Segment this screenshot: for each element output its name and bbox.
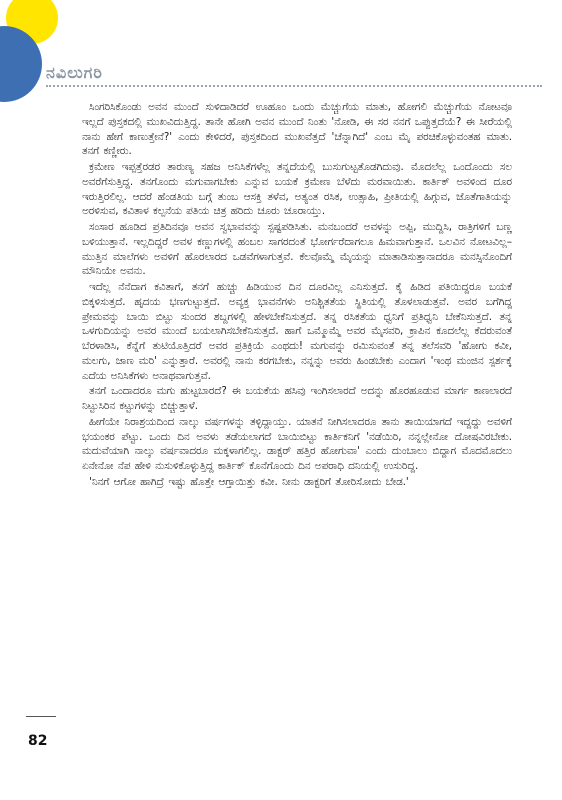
paragraph: 'ನಿನಗೆ ಆಗೋ ಹಾಗಿದ್ರೆ ಇಷ್ಟು ಹೊತ್ತೇ ಆಗ್ತಾಯಿತ್ತು ಕವೀ. ನೀನು ಡಾಕ್ಟರಿಗೆ ತೋರಿಸೋದು ಬೇಡ.' [89, 475, 409, 488]
page-number-rule [26, 716, 56, 717]
body-text [82, 100, 512, 491]
paragraph: ಹೀಗೆಯೇ ನಿರಾಶ್ರಯದಿಂದ ನಾಲ್ಕು ವರ್ಷಗಳನ್ನು ತಳ್ಳಿದ್ದಾಯ್ತು. ಯಾತನೆ ನೀಗಿಸಲಾದರೂ ತಾನು ತಾಯಿಯಾಗದೆ ಇದ್ದದ್ದು ಅವಳಿಗೆ ಭಯಂಕರ ಪೆಟ್ಟು. ಒಂದು ದಿನ ಅವಳು ತಡೆಯಲಾಗದೆ ಬಾಯಿಬಿಟ್ಟು ಕಾರ್ತಿಕನಿಗೆ 'ನಡೆಯಿರಿ, ನನ್ನಲ್ಲೇನೋ ದೋಷವಿರಬೇಕು. ಮದುವೆಯಾಗಿ ನಾಲ್ಕು ವರ್ಷವಾದರೂ ಮಕ್ಕಳಾಗಲಿಲ್ಲ. ಡಾಕ್ಟರ್ ಹತ್ತಿರ ಹೋಗುವಾ' ಎಂದು ದುಂಬಾಲು ಬಿದ್ದಾಗ ಮೊದಮೊದಲು ಏನೇನೋ ನೆಪ ಹೇಳಿ ನುಸುಳಿಕೊಳ್ಳುತ್ತಿದ್ದ ಕಾರ್ತಿಕ್ ಕೊನೆಗೊಂದು ದಿನ ಅಪರಾಧಿ ದನಿಯಲ್ಲಿ ಉಸುರಿದ್ದ. [82, 415, 512, 472]
paragraph: ಇದೆಲ್ಲ ನೆನೆದಾಗ ಕವಿತಾಗೆ, ತನಗೆ ಹುಚ್ಚು ಹಿಡಿಯುವ ದಿನ ದೂರವಿಲ್ಲ ಎನಿಸುತ್ತದೆ. ಕೈ ಹಿಡಿದ ಪತಿಯಿದ್ದರೂ ಬಯಕೆ ಬಿಕ್ಕಳಿಸುತ್ತದೆ. ಹೃದಯ ಭಣಗುಟ್ಟುತ್ತದೆ. ಅವ್ಯಕ್ತ ಭಾವನೆಗಳು ಅನಿಶ್ಚಿತತೆಯ ಸ್ಥಿತಿಯಲ್ಲಿ ತೊಳಲಾಡುತ್ತವೆ. ಅವರ ಬಗೆಗಿದ್ದ ಪ್ರೇಮವನ್ನು ಬಾಯಿ ಬಿಟ್ಟು ಸುಂದರ ಶಬ್ದಗಳಲ್ಲಿ ಹೇಳಬೇಕೆನಿಸುತ್ತದೆ. ತನ್ನ ರಸಿಕತೆಯ ಧ್ವನಿಗೆ ಪ್ರತಿಧ್ವನಿ ಬೇಕೆನಿಸುತ್ತದೆ. ತನ್ನ ಒಳಗುದಿಯನ್ನು ಅವರ ಮುಂದೆ ಬಯಲಾಗಿಸಬೇಕೆನಿಸುತ್ತದೆ. ಹಾಗೆ ಒಮ್ಮೊಮ್ಮೆ ಅವರ ಮೈಸವರಿ, ಕ್ರಾಪಿನ ಕೂದಲೆಲ್ಲ ಕೆದರುವಂತೆ ಬೆರಳಾಡಿಸಿ, ಕೆನ್ನೆಗೆ ತುಟಿಯೊತ್ತಿದರೆ ಅವರ ಪ್ರತಿಕ್ರಿಯೆ ಎಂಥದು! ಮಗುವನ್ನು ರಮಿಸುವಂತೆ ತನ್ನ ತಲೆಸವರಿ 'ಹೋಗು ಕವೀ, ಮಲಗು, ಜಾಣ ಮರಿ' ಎನ್ನುತ್ತಾರೆ. ಅವರಲ್ಲಿ ನಾನು ಕರಗಬೇಕು, ನನ್ನನ್ನು ಅವರು ಹಿಂಡಬೇಕು ಎಂದಾಗ 'ಇಂಥ ಮಂಜಿನ ಸ್ಪರ್ಶಕ್ಕೆ ಎದೆಯ ಅನಿಸಿಕೆಗಳು ಅನಾಥವಾಗುತ್ತವೆ. [82, 281, 512, 382]
paragraph: ಸಿಂಗರಿಸಿಕೊಂಡು ಅವನ ಮುಂದೆ ಸುಳಿದಾಡಿದರೆ ಊಹೂಂ ಒಂದು ಮೆಚ್ಚುಗೆಯ ಮಾತು, ಹೋಗಲಿ ಮೆಚ್ಚುಗೆಯ ನೋಟವೂ ಇಲ್ಲದೆ ಪುಸ್ತಕದಲ್ಲಿ ಮುಖವಿದುತ್ತಿದ್ದ. ತಾನೇ ಹೋಗಿ ಅವನ ಮುಂದೆ ನಿಂತು 'ನೋಡಿ, ಈ ಸರ ನನಗೆ ಒಪ್ಪುತ್ತದೆಯೆ? ಈ ಸೀರೆಯಲ್ಲಿ ನಾನು ಹೇಗೆ ಕಾಣುತ್ತೇನೆ?' ಎಂದು ಕೇಳಿದರೆ, ಪುಸ್ತಕದಿಂದ ಮುಖವೆತ್ತದೆ 'ಚೆನ್ನಾಗಿದೆ' ಎಂಬ ಮೈ ಪರಚಿಕೊಳ್ಳುವಂತಹ ಮಾತು. ತನಗೆ ಕಣ್ಣೀರು. [82, 101, 512, 158]
paragraph: ಸಂಸಾರ ಹೂಡಿದ ಪ್ರತಿದಿನವೂ ಅವನ ಸ್ವಭಾವವನ್ನು ಸ್ಪಷ್ಟಪಡಿಸಿತು. ಮನಬಂದರೆ ಅವಳನ್ನು ಅಪ್ಪಿ, ಮುದ್ದಿಸಿ, ರಾತ್ರಿಗಳಿಗೆ ಬಣ್ಣ ಬಳಿಯುತ್ತಾನೆ. ಇಲ್ಲದಿದ್ದರೆ ಅವಳ ಕಣ್ಣುಗಳಲ್ಲಿ ಹಂಬಲ ಸಾಗರದಂತೆ ಭೋರ್ಗರೆದಾಗಲೂ ಹಿಮವಾಗುತ್ತಾನೆ. ಒಲವಿನ ನೋಟವಿಲ್ಲ– ಮುತ್ತಿನ ಮಾಲೆಗಳು ಅವಳಿಗೆ ಹೊರಲಾರದ ಒಡವೆಗಳಾಗುತ್ತವೆ. ಕೆಲವೊಮ್ಮೆ ಮೈಯನ್ನು ಮಾತಾಡಿಸುತ್ತಾನಾದರೂ ಮನಸ್ಸಿನೊಂದಿಗೆ ಮೌನಿಯೇ ಅವನು. [82, 221, 512, 278]
header-dotted-divider [46, 85, 542, 87]
paragraph: ತನಗೆ ಒಂದಾದರೂ ಮಗು ಹುಟ್ಟಬಾರದೆ? ಈ ಬಯಕೆಯ ಹಸಿವು ಇಂಗಿಸಲಾರದೆ ಅದನ್ನು ಹೊರಹೂಡುವ ಮಾರ್ಗ ಕಾಣಲಾರದೆ ನಿಟ್ಟುಸಿರಿನ ಕಟ್ಟುಗಳನ್ನು ಬಿಚ್ಚುತ್ತಾಳೆ. [82, 385, 512, 412]
paragraph: ಕ್ರಮೇಣ ಇಪ್ಪತ್ತೆರಡರ ತಾರುಣ್ಯ ಸಹಜ ಅನಿಸಿಕೆಗಳೆಲ್ಲ ತನ್ನದೆಯಲ್ಲಿ ಬುಸುಗುಟ್ಟತೊಡಗಿದುವು. ಮೊದಲೆಲ್ಲ ಒಂದೊಂದು ಸಲ ಅವರೆಗೆಸುತ್ತಿದ್ದ. ತನಗೊಂದು ಮಗುವಾಗಬೇಕು ಎನ್ನುವ ಬಯಕೆ ಕ್ರಮೇಣ ಬೆಳೆದು ಮರವಾಯಿತು. ಕಾರ್ತಿಕ್ ಅವಳಿಂದ ದೂರ ಇರುತ್ತಿರಲಿಲ್ಲ. ಆದರೆ ಹೆಂಡತಿಯ ಬಗ್ಗೆ ತುಂಬ ಆಸಕ್ತಿ ತಳೆವ, ಅತ್ಯಂತ ರಸಿಕ, ಉತ್ಸಾಹಿ, ಪ್ರೀತಿಯಲ್ಲಿ ಹಿಗ್ಗುವ, ಜೊತೆಗಾತಿಯನ್ನು ಅರಳಿಸುವ, ಕವಿತಾಳ ಕಲ್ಪನೆಯ ಪತಿಯ ಚಿತ್ರ ಹರಿದು ಚೂರು ಚೂರಾಯ್ತು. [82, 161, 512, 218]
running-header-title: ನವಿಲುಗರಿ [46, 63, 103, 82]
page-number: 82 [28, 733, 48, 749]
